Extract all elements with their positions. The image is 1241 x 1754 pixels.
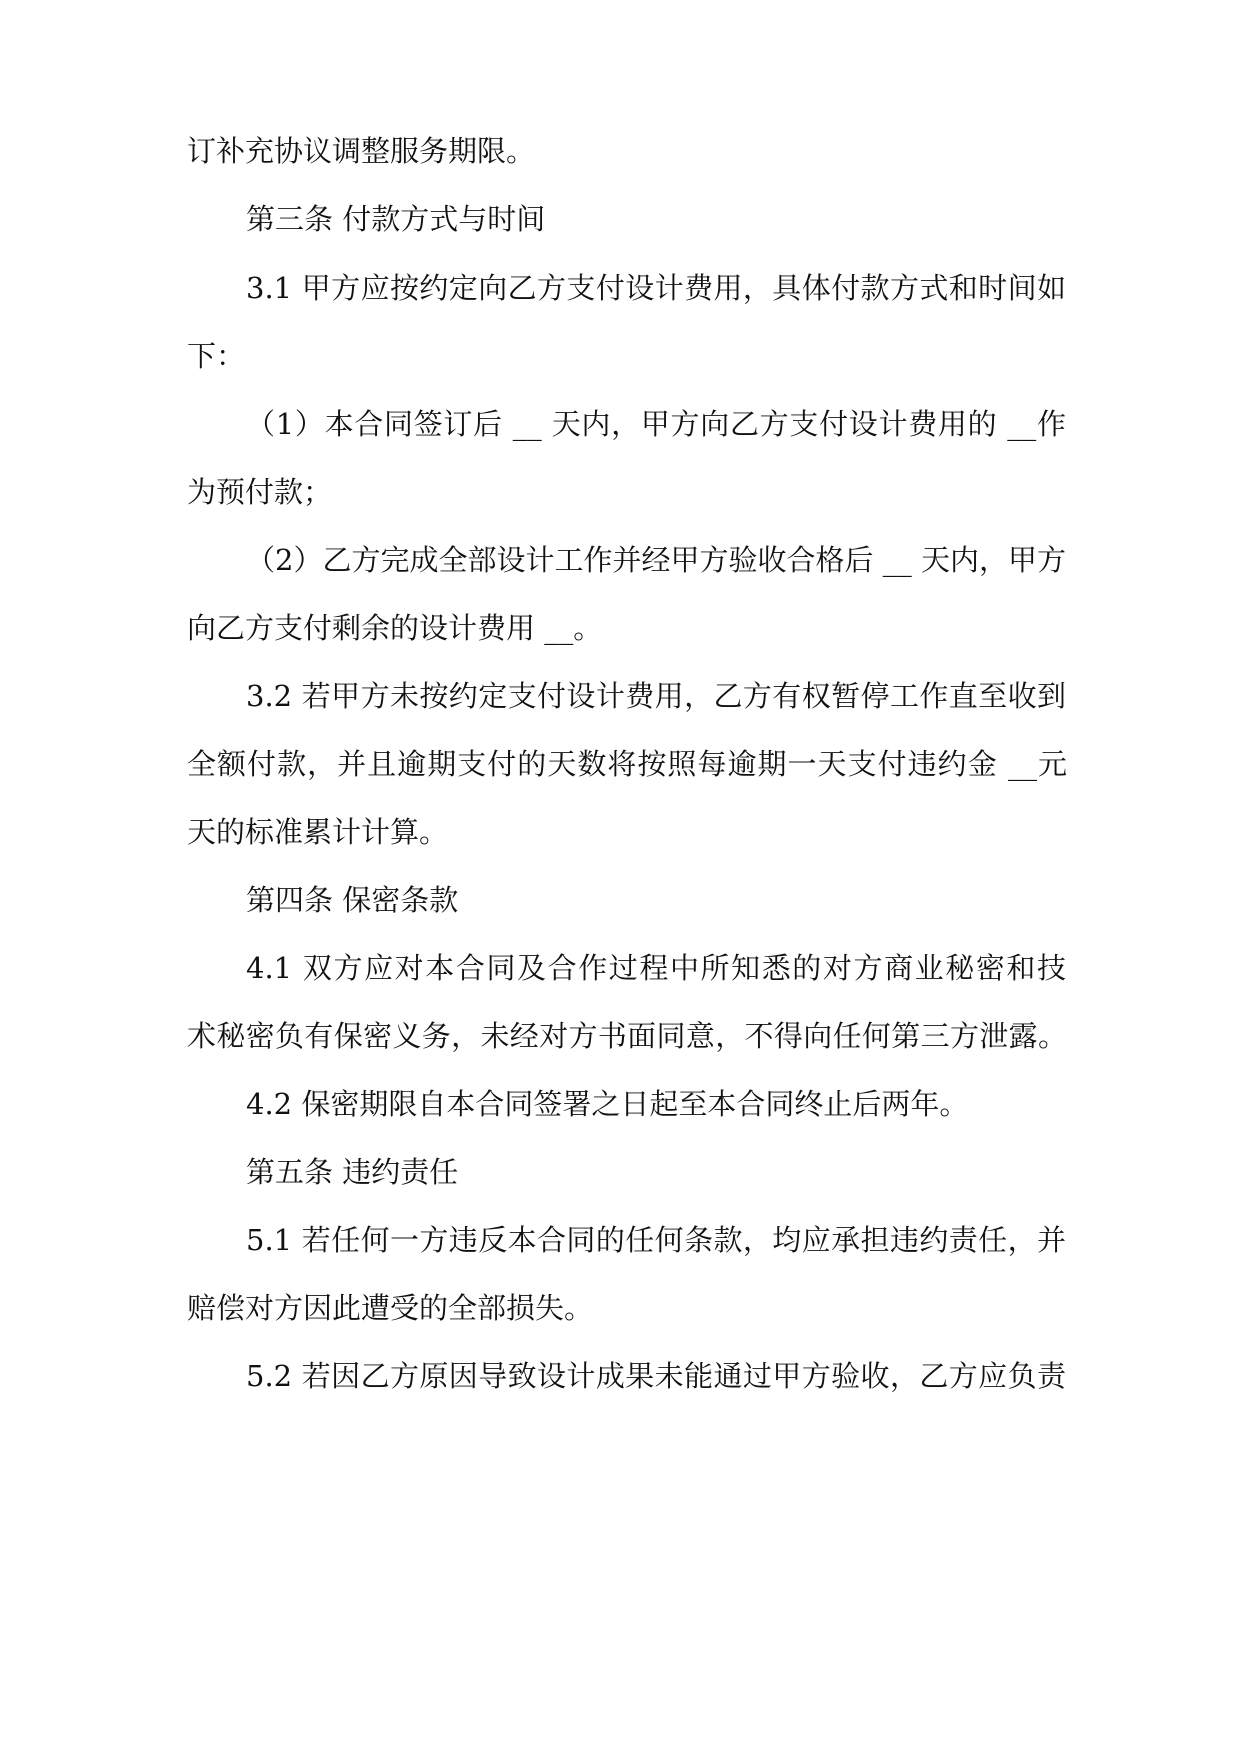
clause-item-1-line: 为预付款；: [187, 475, 333, 509]
clause-item-2-line: 向乙方支付剩余的设计费用 __。: [187, 611, 603, 645]
clause-3-1-line: 下：: [187, 339, 246, 373]
clause-3-1-line: 3.1 甲方应按约定向乙方支付设计费用，具体付款方式和时间如: [246, 271, 1066, 305]
clause-3-2-line: 天的标准累计计算。: [187, 815, 449, 849]
clause-4-2-line: 4.2 保密期限自本合同签署之日起至本合同终止后两年。: [246, 1087, 969, 1121]
section-heading-3: 第三条 付款方式与时间: [246, 202, 546, 236]
clause-item-2-line: （2）乙方完成全部设计工作并经甲方验收合格后 __ 天内，甲方: [246, 543, 1066, 577]
section-heading-5: 第五条 违约责任: [246, 1155, 459, 1189]
clause-item-1-line: （1）本合同签订后 __ 天内，甲方向乙方支付设计费用的 __作: [246, 407, 1066, 441]
clause-5-2-line: 5.2 若因乙方原因导致设计成果未能通过甲方验收，乙方应负责: [246, 1359, 1066, 1393]
section-heading-4: 第四条 保密条款: [246, 883, 459, 917]
clause-4-1-line: 术秘密负有保密义务，未经对方书面同意，不得向任何第三方泄露。: [187, 1019, 1067, 1053]
clause-5-1-line: 5.1 若任何一方违反本合同的任何条款，均应承担违约责任，并: [246, 1223, 1066, 1257]
clause-3-2-line: 全额付款，并且逾期支付的天数将按照每逾期一天支付违约金 __元: [187, 747, 1067, 781]
clause-5-1-line: 赔偿对方因此遭受的全部损失。: [187, 1291, 594, 1325]
clause-4-1-line: 4.1 双方应对本合同及合作过程中所知悉的对方商业秘密和技: [246, 951, 1066, 985]
clause-3-2-line: 3.2 若甲方未按约定支付设计费用，乙方有权暂停工作直至收到: [246, 679, 1066, 713]
paragraph-line: 订补充协议调整服务期限。: [187, 134, 536, 168]
